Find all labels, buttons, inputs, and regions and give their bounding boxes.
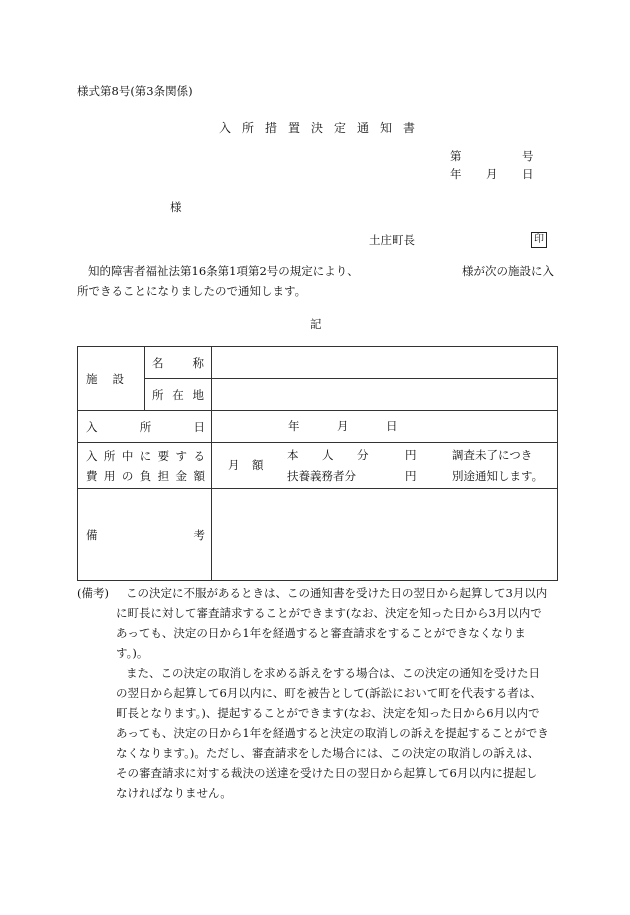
remarks-line: の翌日から起算して6月以内に、町を被告として(訴訟において町を代表する者は、	[116, 686, 542, 700]
cost-label-char: す	[175, 448, 188, 463]
date-year: 年	[450, 167, 462, 181]
issuer-name: 土庄町長	[369, 233, 415, 247]
facility-label-char: 設	[112, 371, 124, 386]
facility-location-value[interactable]	[212, 379, 558, 411]
title-char: 入	[219, 121, 232, 135]
ref-go: 号	[522, 149, 534, 163]
title-char: 定	[334, 121, 347, 135]
cost-label-char: 負	[139, 468, 152, 483]
intro-line1-a: 知的障害者福祉法第16条第1項第2号の規定により、	[88, 264, 359, 278]
intro-line2: 所できることになりましたので通知します。	[77, 284, 307, 298]
supporter-share-label: 扶養義務者分	[287, 469, 356, 483]
remarks-line: その審査請求に対する裁決の送達を受けた日の翌日から起算して6月以内に提起し	[116, 766, 538, 780]
seal-stamp: 印	[531, 232, 547, 248]
admission-label-char: 所	[139, 419, 152, 434]
cost-label-char: 費	[86, 468, 98, 483]
title-char: 所	[242, 121, 255, 135]
remarks-label-char: 備	[86, 527, 98, 542]
intro-line1-b: 様が次の施設に入	[462, 264, 554, 278]
cost-label-char: 金	[175, 468, 188, 483]
admission-month: 月	[337, 419, 349, 433]
cost-label-char: 要	[157, 448, 170, 463]
facility-label-char: 施	[86, 371, 98, 386]
cost-label-char: の	[121, 468, 134, 483]
location-label-char: 地	[192, 387, 204, 402]
admission-date-value[interactable]	[212, 411, 558, 443]
remarks-value[interactable]	[212, 489, 558, 581]
cost-value-cell	[212, 443, 558, 489]
cost-note-line2: 別途通知します。	[452, 469, 544, 483]
self-share-char: 分	[357, 448, 369, 462]
cost-label-char: 額	[193, 468, 205, 483]
admission-label-char: 入	[86, 419, 98, 434]
remarks-line: なければなりません。	[116, 786, 232, 800]
admission-table	[77, 346, 558, 581]
remarks-line: 町長となります。)、提起することができます(なお、決定を知った日から6月以内で	[116, 706, 540, 720]
remarks-label: (備考)	[77, 586, 109, 600]
ref-dai: 第	[450, 149, 462, 163]
admission-label-cell	[78, 411, 212, 443]
ki-mark: 記	[310, 317, 322, 331]
cost-label-char: 中	[121, 448, 134, 463]
cost-label-char: る	[193, 448, 205, 463]
title-char: 措	[265, 121, 278, 135]
title-char: 知	[380, 121, 393, 135]
remarks-line: また、この決定の取消しを求める訴えをする場合は、この決定の通知を受けた日	[126, 666, 540, 680]
title-char: 書	[403, 121, 416, 135]
self-yen: 円	[405, 448, 417, 462]
cost-label-char: に	[139, 448, 152, 463]
cost-note-line1: 調査未了につき	[452, 448, 533, 462]
title-char: 置	[288, 121, 301, 135]
date-day: 日	[522, 167, 534, 181]
cost-label-char: 用	[103, 468, 116, 483]
addressee-sama: 様	[170, 200, 182, 214]
cost-label-cell	[78, 443, 212, 489]
remarks-label-cell	[78, 489, 212, 581]
name-label-cell	[145, 347, 212, 379]
admission-year: 年	[288, 419, 300, 433]
supporter-yen: 円	[405, 469, 417, 483]
form-number: 様式第8号(第3条関係)	[77, 84, 193, 98]
facility-name-value[interactable]	[212, 347, 558, 379]
cost-label-char: 担	[157, 468, 170, 483]
admission-day: 日	[386, 419, 398, 433]
self-share-char: 人	[322, 448, 334, 462]
remarks-line: この決定に不服があるときは、この通知書を受けた日の翌日から起算して3月以内	[126, 586, 548, 600]
cost-label-char: 入	[86, 448, 98, 463]
location-label-char: 在	[172, 387, 184, 402]
cost-label-char: 所	[103, 448, 116, 463]
location-label-char: 所	[152, 387, 164, 402]
remarks-line: あっても、決定の日から1年を経過すると審査請求をすることができなくなりま	[116, 626, 526, 640]
date-month: 月	[486, 167, 498, 181]
monthly-char: 月	[228, 458, 240, 472]
name-label-char: 名	[152, 355, 164, 370]
remarks-line: なくなります。)。ただし、審査請求をした場合には、この決定の取消しの訴えは、	[116, 746, 540, 760]
self-share-char: 本	[287, 448, 299, 462]
location-label-cell	[145, 379, 212, 411]
title-char: 決	[311, 121, 324, 135]
monthly-char: 額	[252, 458, 264, 472]
name-label-char: 称	[192, 355, 204, 370]
remarks-label-char: 考	[193, 527, 205, 542]
facility-label-cell	[78, 347, 145, 411]
admission-label-char: 日	[193, 419, 205, 434]
remarks-line: す。)。	[116, 646, 149, 660]
remarks-line: に町長に対して審査請求することができます(なお、決定を知った日から3月以内で	[116, 606, 542, 620]
remarks-line: あっても、決定の日から1年を経過すると決定の取消しの訴えを提起することができ	[116, 726, 549, 740]
title-char: 通	[357, 121, 370, 135]
